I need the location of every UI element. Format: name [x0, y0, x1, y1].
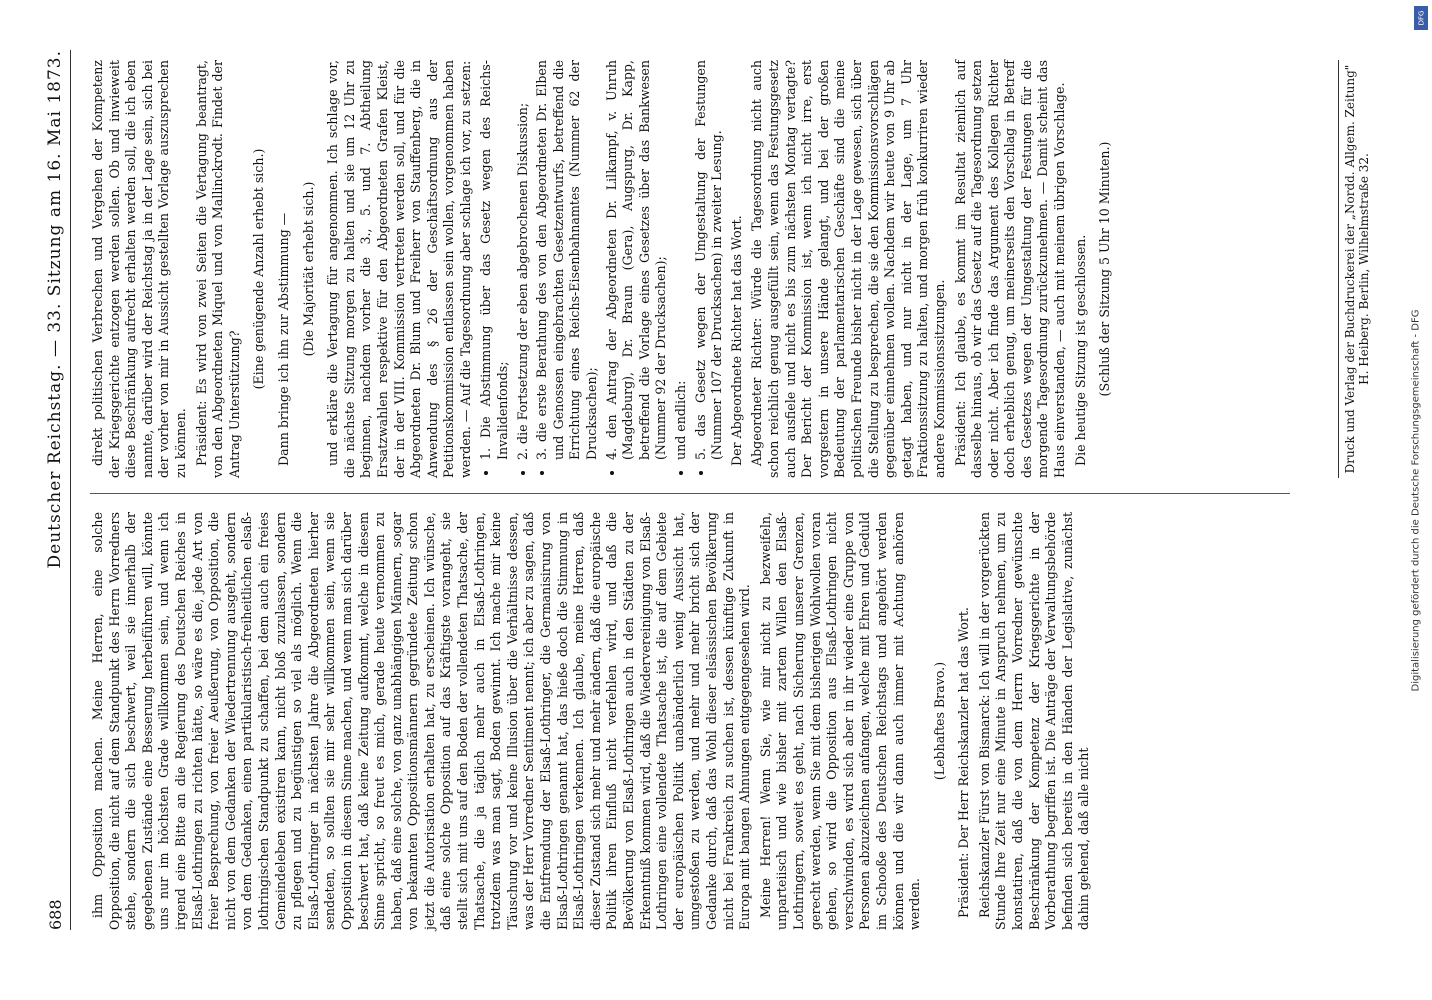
- agenda-list: [478, 60, 725, 478]
- agenda-item: • 2. die Fortsetzung der eben abgebrochenen Diskussion;: [515, 60, 532, 460]
- agenda-item: • und endlich:: [673, 60, 690, 460]
- page-title: Deutscher Reichstag. — 33. Sitzung am 16. Mai 1873.: [45, 50, 65, 569]
- majority-note: (Die Majorität erhebt sich.): [300, 181, 316, 357]
- paragraph: ihm Opposition machen. Meine Herren, eine solche Opposition, die nicht auf dem Standpunkt des Herrn Vorredners stehe, sondern die sich beschwert, weil sie innerhalb der gegebenen Zustände eine Besserung herbeiführen will, könnte uns nur im höchsten Grade willkommen sein, und wenn ich irgend eine Bitte an die Regierung des Deutschen Reiches in Elsaß-Lothringen zu richten hätte, so wäre es die, jede Art von freier Besprechung, von freier Aeußerung, von Opposition, die nicht von dem Gedanken der Wiedertrennung ausgeht, sondern von dem Gedanken, einen partikularistisch-freiheitlichen elsaß-lothringischen Standpunkt zu schaffen, bei dem auch ein freies Gemeindeleben existiren kann, nicht bloß zuzulassen, sondern zu pflegen und zu begünstigen so viel als möglich. Wenn die Elsaß-Lothringer in nächsten Jahre die Abgeordneten hierher sendeten, so sollten sie mir sehr willkommen sein, wenn sie Opposition in diesem Sinne machen, und wenn man sich darüber beschwert hat, daß keine Zeitung aufkommt, welche in diesem Sinne spricht, so freut es mich, gerade heute vernommen zu haben, daß eine solche, von ganz unabhängigen Männern, sogar von bekannten Oppositionsmännern gegründete Zeitung schon jetzt die Autorisation erhalten hat, zu erscheinen. Ich wünsche, daß eine solche Opposition auf das Kräftigste vorangeht, sie stellt sich mit uns auf den Boden der vollendeten Thatsache, der Thatsache, die ja täglich mehr auch in Elsaß-Lothringen, trotzdem was man sagt, Boden gewinnt. Ich mache mir keine Täuschung vor und keine Illusion über die Verhältnisse dessen, was der Herr Vorredner Sentiment nennt; ich aber zu sagen, daß die Entfremdung der Elsaß-Lothringer, die Germanisirung von Elsaß-Lothringen genannt hat, das hieße doch die Stimmung in Elsaß-Lothringen verkennen. Ich glaube, meine Herren, daß dieser Zustand sich mehr und mehr ändern, daß die europäische Politik ihren Einfluß nicht verfehlen wird, und daß die Bevölkerung von Elsaß-Lothringen auch in den Städten zu der Erkenntniß kommen wird, daß die Wiedervereinigung von Elsaß-Lothringen eine vollendete Thatsache ist, die auf dem Gebiete der europäischen Politik unabänderlich wenig Aussicht hat, umgestoßen zu werden, und mehr und mehr bricht sich der Gedanke durch, daß das Wohl dieser elsässischen Bevölkerung nicht bei Frankreich zu suchen ist, dessen künftige Zukunft in Europa mit bangen Ahnungen entgegengesehen wird.: [90, 512, 753, 930]
- paragraph: direkt politischen Verbrechen und Vergehen der Kompetenz der Kriegsgerichte entzogen werden sollen. Ob und inwieweit diese Beschränkung aufrecht erhalten werden soll, die ich eben nannte, darüber wird der Reichstag ja in der Lage sein, sich bei der vorher von mir in Aussicht gestellten Vorlage auszusprechen zu können.: [90, 60, 188, 478]
- page-header: [40, 50, 71, 930]
- paragraph: Meine Herren! Wenn Sie, wie mir nicht zu bezweifeln, unparteiisch und wie bisher mit zartem Willen den Elsaß-Lothringern, soweit es geht, nach Sicherung unserer Grenzen, gerecht werden, wenn Sie mit dem bisherigen Wohlwollen voran gehen, so wird die Opposition aus Elsaß-Lothringen nicht verschwinden, es wird sich aber in ihr wieder eine Gruppe von Personen abzuzeichnen anfangen, welche mit Ehren und Geduld im Schooße des Deutschen Reichstags und angehört werden können und die wir dann auch immer mit Achtung anhören werden.: [757, 512, 923, 930]
- agenda-item: • 4. den Antrag der Abgeordneten Dr. Lilkampf, v. Unruh (Magdeburg), Dr. Braun (Gera), Augspurg, Dr. Kapp, betreffend die Vorlage eines Gesetzes über das Bankwesen (Nummer 92 der Drucksachen);: [604, 60, 670, 460]
- page-number: 688: [45, 899, 65, 930]
- agenda-intro: und erkläre die Vertagung für angenommen. Ich schlage vor, die nächste Sitzung morgen zu halten und sie um 12 Uhr zu beginnen, nachdem vorher die 3., 5. und 7. Abtheilung Ersatzwahlen respektive für den Abgeordneten Grafen Kleist, der in der VIII. Kommission vertreten werden soll, und für die Abgeordneten Dr. Blum und Freiherr von Stauffenberg, die in Anwendung des § 26 der Geschäftsordnung aus der Petitionskommission entlassen sein wollen, vorgenommen haben werden. — Auf die Tagesordnung aber schlage ich vor, zu setzen:: [325, 60, 473, 478]
- bismarck-speech: Reichskanzler Fürst von Bismarck: Ich will in der vorgerückten Stunde Ihre Zeit nur eine Minute in Anspruch nehmen, um zu konstatiren, daß die von dem Herrn Vorredner gewünschte Beschränkung der Kompetenz der Kriegsgerichte in der Vorberathung begriffen ist. Die Anträge der Verwaltungsbehörde befinden sich bereits in den Händen der Legislative, zunächst dahin gehend, daß alle nicht: [976, 512, 1092, 930]
- column-divider: [90, 493, 1290, 494]
- right-column: [90, 60, 1122, 478]
- support-note: (Eine genügende Anzahl erhebt sich.): [251, 148, 267, 390]
- left-column: [90, 512, 1097, 930]
- closing-line: Die heutige Sitzung ist geschlossen.: [1072, 234, 1088, 466]
- imprint-footer: Druck und Verlag der Buchdruckerei der „Nordd. Allgem. Zeitung" H. Heiberg. Berlin, Wilhelmstraße 32.: [1338, 60, 1371, 478]
- richter-intro: Der Abgeordnete Richter hat das Wort.: [728, 215, 744, 466]
- digitization-note: [1406, 20, 1426, 980]
- president-reply: Präsident: Ich glaube, es kommt im Resultat ziemlich auf dasselbe hinaus, ob wir das Gesetz auf die Tagesordnung setzen oder nicht. Aber ich finde das Argument des Kollegen Richter doch erheblich genug, um meinerseits den Vorschlag in Betreff des Gesetzes wegen der Umgestaltung der Festungen für die morgende Tagesordnung zurückzunehmen. — Damit scheint das Haus einverstanden, — auch mit meinem übrigen Vorschlage.: [952, 60, 1068, 478]
- agenda-item: • 3. die erste Berathung des von den Abgeordneten Dr. Elben und Genossen eingebrachten Gesetzentwurfs, betreffend die Errichtung eines Reichs-Eisenbahnamtes (Nummer 62 der Drucksachen);: [534, 60, 600, 460]
- closing-time: (Schluß der Sitzung 5 Uhr 10 Minuten.): [1097, 141, 1113, 397]
- vote-call: Dann bringe ich ihn zur Abstimmung —: [275, 212, 291, 466]
- richter-speech: Abgeordneter Richter: Würde die Tagesordnung nicht auch schon reichlich genug ausgefüllt sein, wenn das Festungsgesetz auch ausfiele und nicht es bis zum nächsten Montag vertagte? Der Bericht der Kommission ist, wenn ich nicht irre, erst vorgestern in unsere Hände gelangt, und bei der großen Bedeutung der parlamentarischen Geschäfte sind die meine politischen Freunde bisher nicht in der Lage gewesen, sich über die Stellung zu besprechen, die sie den Kommissionsvorschlägen gegenüber einnehmen wollen. Nachdem wir heute von 9 Uhr ab getagt haben, und nur nicht in der Lage, um 7 Uhr Fraktionssitzung zu halten, und morgen früh konkurriren wieder andere Kommissionssitzungen.: [749, 60, 947, 478]
- president-line: Präsident: Der Herr Reichskanzler hat das Wort.: [956, 607, 972, 918]
- agenda-item: • 5. das Gesetz wegen der Umgestaltung der Festungen (Nummer 107 der Drucksachen) in zweiter Lesung.: [693, 60, 726, 460]
- president-adjourn: Präsident: Es wird von zwei Seiten die Vertagung beantragt, von den Abgeordneten Miquel und von Mallinckrodt. Findet der Antrag Unterstützung?: [193, 60, 242, 478]
- applause-note: (Lebhaftes Bravo.): [931, 661, 947, 781]
- digitization-text: Digitalisierung gefördert durch die Deutsche Forschungsgemeinschaft - DFG: [1410, 308, 1422, 692]
- dfg-logo: DFG: [1414, 6, 1428, 30]
- agenda-item: • 1. Die Abstimmung über das Gesetz wegen des Reichs-Invalidenfonds;: [478, 60, 511, 460]
